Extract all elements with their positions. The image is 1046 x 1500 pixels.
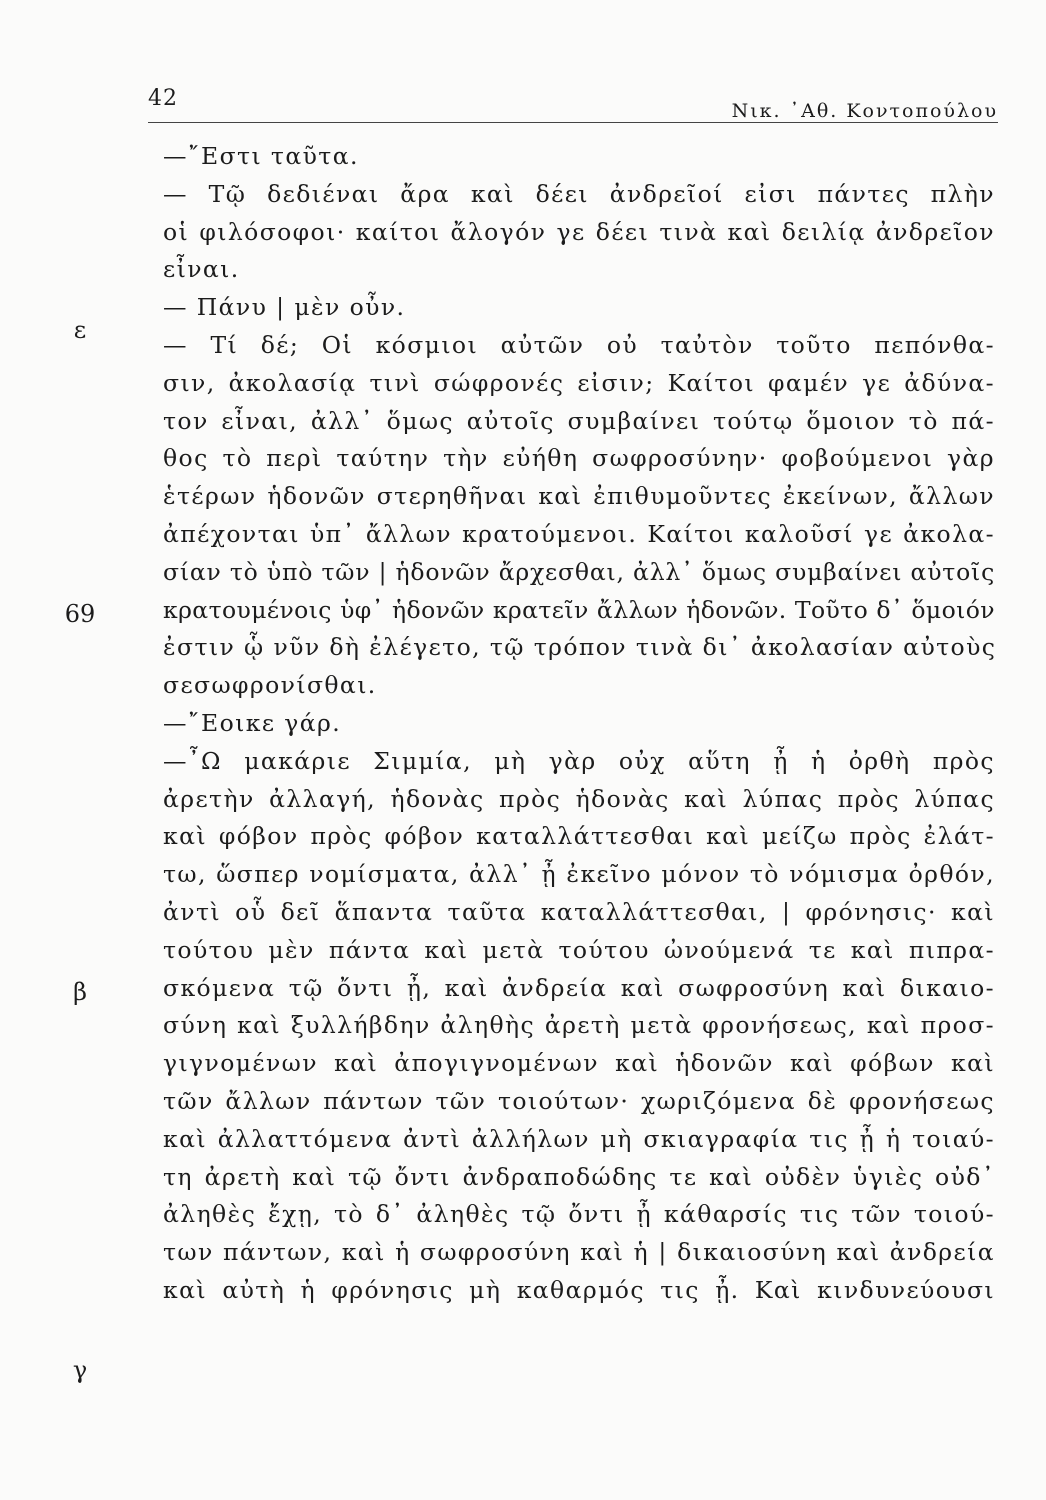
text-line: σίαν τὸ ὑπὸ τῶν | ἡδονῶν ἄρχεσθαι, ἀλλ᾿ ὅμως συμβαίνει αὐτοῖς: [163, 557, 996, 586]
text-line: — Τί δέ; Οἱ κόσμιοι αὐτῶν οὐ ταὐτὸν τοῦτο πεπόνθα-: [163, 330, 995, 359]
text-line: εἶναι.: [163, 255, 240, 284]
text-line: τη ἀρετὴ καὶ τῷ ὄντι ἀνδραποδώδης τε καὶ οὐδὲν ὑγιὲς οὐδ᾿: [163, 1162, 995, 1191]
text-line: τῶν ἄλλων πάντων τῶν τοιούτων· χωριζόμενα δὲ φρονήσεως: [163, 1086, 995, 1115]
text-line: — Τῷ δεδιέναι ἄρα καὶ δέει ἀνδρεῖοί εἰσι πάντες πλὴν: [163, 179, 995, 208]
text-line: των πάντων, καὶ ἡ σωφροσύνη καὶ ἡ | δικαιοσύνη καὶ ἀνδρεία: [163, 1238, 995, 1267]
text-line: — Πάνυ | μὲν οὖν.: [163, 293, 406, 322]
text-line: —῏Ω μακάριε Σιμμία, μὴ γὰρ οὐχ αὕτη ᾖ ἡ ὀρθὴ πρὸς: [163, 746, 995, 775]
text-line: τω, ὥσπερ νομίσματα, ἀλλ᾿ ᾖ ἐκεῖνο μόνον τὸ νόμισμα ὀρθόν,: [163, 860, 995, 889]
text-line: ἀρετὴν ἀλλαγή, ἡδονὰς πρὸς ἡδονὰς καὶ λύπας πρὸς λύπας: [163, 784, 995, 813]
page-header: [148, 86, 998, 122]
text-line: σεσωφρονίσθαι.: [163, 671, 377, 700]
running-head: Νικ. ᾿Αθ. Κοντοπούλου: [731, 100, 998, 122]
text-line: ἀπέχονται ὑπ᾿ ἄλλων κρατούμενοι. Καίτοι καλοῦσί γε ἀκολα-: [163, 519, 995, 548]
text-line: καὶ φόβον πρὸς φόβον καταλλάττεσθαι καὶ μείζω πρὸς ἐλάτ-: [163, 822, 995, 851]
text-line: οἱ φιλόσοφοι· καίτοι ἄλογόν γε δέει τινὰ καὶ δειλίᾳ ἀνδρεῖον: [163, 217, 995, 246]
text-line: —῎Εστι ταῦτα.: [163, 142, 359, 170]
text-line: τούτου μὲν πάντα καὶ μετὰ τούτου ὠνούμενά τε καὶ πιπρα-: [163, 935, 995, 964]
margin-marker-g: γ: [72, 1356, 88, 1384]
margin-marker-b: β: [73, 978, 87, 1006]
text-line: σιν, ἀκολασίᾳ τινὶ σώφρονές εἰσιν; Καίτοι φαμέν γε ἀδύνα-: [163, 368, 995, 397]
text-line: ἐστιν ᾧ νῦν δὴ ἐλέγετο, τῷ τρόπον τινὰ δι᾿ ἀκολασίαν αὐτοὺς: [163, 633, 997, 662]
body-text: [163, 138, 995, 1310]
text-line: σύνη καὶ ξυλλήβδην ἀληθὴς ἀρετὴ μετὰ φρονήσεως, καὶ προσ-: [163, 1011, 995, 1040]
text-line: ἀντὶ οὗ δεῖ ἅπαντα ταῦτα καταλλάττεσθαι, | φρόνησις· καὶ: [163, 897, 995, 926]
page-number: 42: [148, 86, 178, 111]
text-line: θος τὸ περὶ ταύτην τὴν εὐήθη σωφροσύνην· φοβούμενοι γὰρ: [163, 444, 995, 473]
text-line: καὶ ἀλλαττόμενα ἀντὶ ἀλλήλων μὴ σκιαγραφία τις ᾖ ἡ τοιαύ-: [163, 1124, 995, 1153]
text-line: ἑτέρων ἡδονῶν στερηθῆναι καὶ ἐπιθυμοῦντες ἐκείνων, ἄλλων: [163, 482, 995, 511]
margin-marker-e: ε: [73, 316, 87, 344]
header-rule: [148, 122, 998, 123]
margin-marker-69: 69: [64, 600, 96, 628]
text-line: —῎Εοικε γάρ.: [163, 708, 342, 737]
text-line: τον εἶναι, ἀλλ᾿ ὅμως αὐτοῖς συμβαίνει τούτῳ ὅμοιον τὸ πά-: [163, 406, 995, 435]
text-line: καὶ αὐτὴ ἡ φρόνησις μὴ καθαρμός τις ᾖ. Καὶ κινδυνεύουσι: [163, 1275, 995, 1304]
text-line: γιγνομένων καὶ ἀπογιγνομένων καὶ ἡδονῶν καὶ φόβων καὶ: [163, 1049, 995, 1078]
text-line: κρατουμένοις ὑφ᾿ ἡδονῶν κρατεῖν ἄλλων ἡδονῶν. Τοῦτο δ᾿ ὅμοιόν: [163, 595, 995, 624]
text-line: σκόμενα τῷ ὄντι ᾖ, καὶ ἀνδρεία καὶ σωφροσύνη καὶ δικαιο-: [163, 973, 995, 1002]
text-line: ἀληθὲς ἔχῃ, τὸ δ᾿ ἀληθὲς τῷ ὄντι ᾖ κάθαρσίς τις τῶν τοιού-: [163, 1200, 995, 1229]
